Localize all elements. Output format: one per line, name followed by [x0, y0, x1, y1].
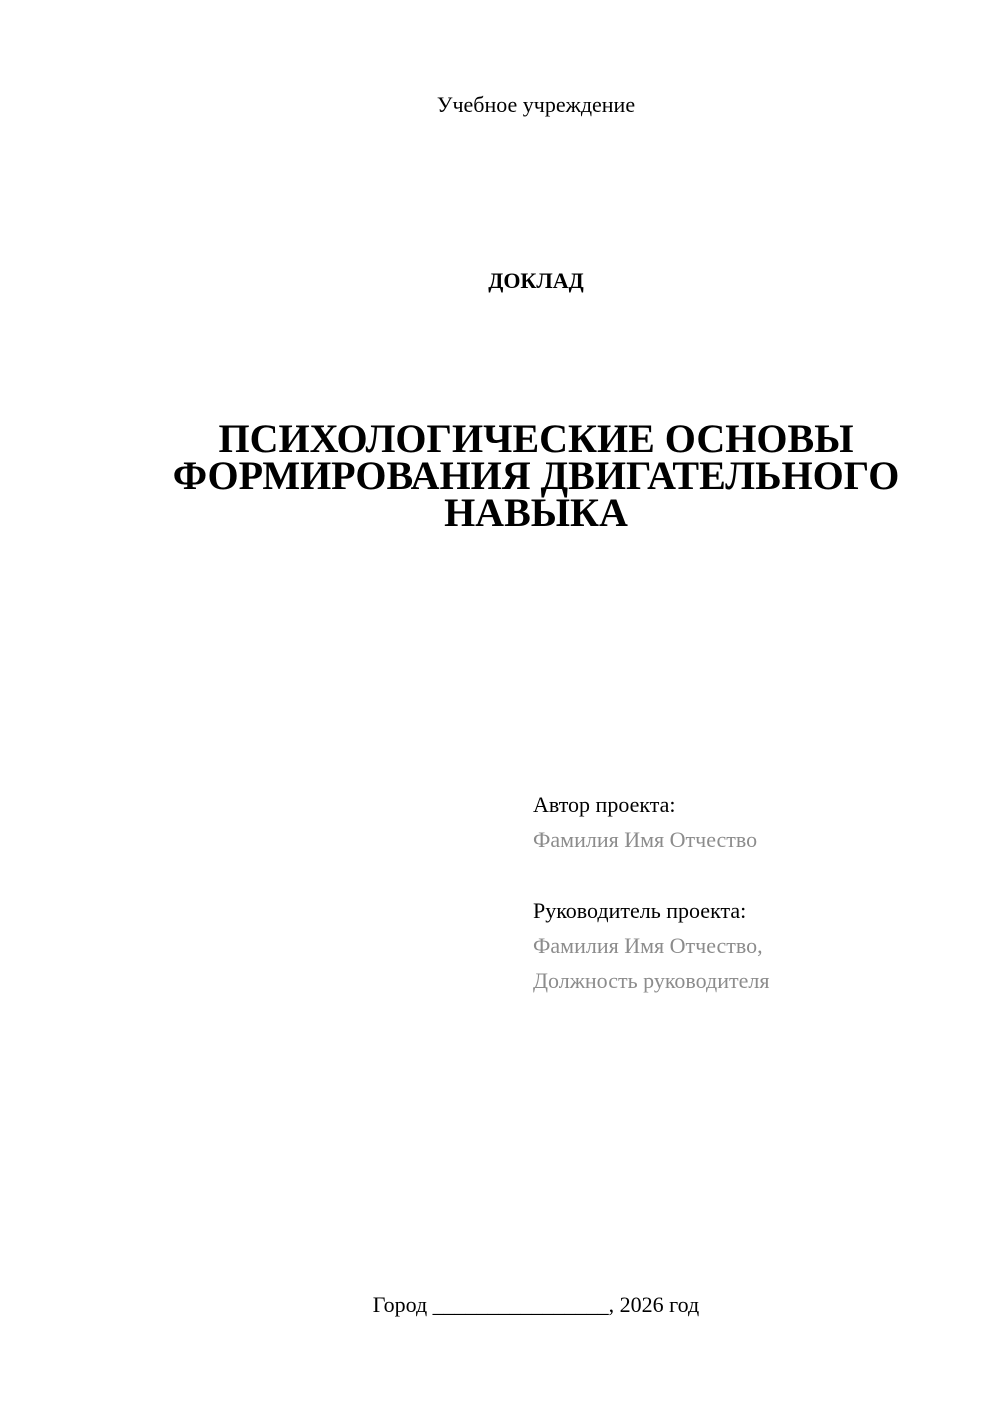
report-title — [100, 416, 972, 535]
report-title-line-3: НАВЫКА — [444, 490, 628, 535]
institution-name: Учебное учреждение — [436, 92, 636, 117]
author-name: Фамилия Имя Отчество — [533, 827, 758, 852]
document-type: ДОКЛАД — [488, 268, 584, 293]
supervisor-label: Руководитель проекта: — [533, 898, 747, 923]
report-title-line-1: ПСИХОЛОГИЧЕСКИЕ ОСНОВЫ — [218, 416, 854, 461]
report-title-line-2: ФОРМИРОВАНИЯ ДВИГАТЕЛЬНОГО — [172, 453, 900, 498]
author-label: Автор проекта: — [533, 792, 676, 817]
spacer — [533, 857, 973, 893]
city-year-footer: Город ________________, 2026 год — [372, 1292, 700, 1317]
supervisor-position: Должность руководителя — [533, 968, 770, 993]
supervisor-name: Фамилия Имя Отчество, — [533, 933, 763, 958]
project-info-block — [533, 787, 973, 998]
